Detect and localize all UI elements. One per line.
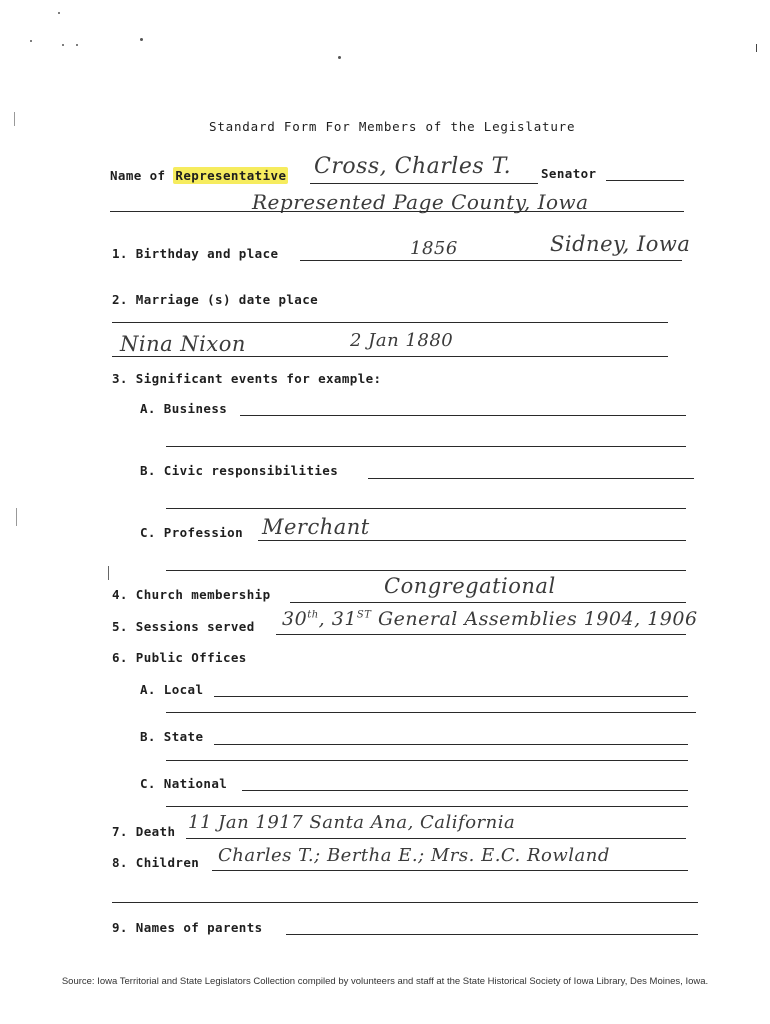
local-line-2: [166, 712, 696, 713]
civic-line-1: [368, 478, 694, 479]
sessions-rest: General Assemblies 1904, 1906: [371, 608, 698, 630]
civic-line-2: [166, 508, 686, 509]
sessions-num-a: 30: [282, 608, 308, 630]
national-label: C. National: [140, 776, 228, 791]
senator-label: Senator: [541, 166, 597, 181]
birthday-line: [300, 260, 682, 261]
spouse-handwriting: Nina Nixon: [120, 332, 246, 356]
profession-handwriting: Merchant: [262, 515, 370, 539]
profession-line-2: [166, 570, 686, 571]
parents-label: 9. Names of parents: [112, 920, 263, 935]
senator-line: [606, 180, 684, 181]
form-title: Standard Form For Members of the Legislature: [209, 119, 576, 134]
local-label: A. Local: [140, 682, 204, 697]
profession-label: C. Profession: [140, 525, 244, 540]
business-line-2: [166, 446, 686, 447]
representative-highlight: Representative: [175, 168, 287, 183]
name-handwriting: Cross, Charles T.: [314, 154, 512, 179]
church-handwriting: Congregational: [384, 574, 556, 598]
sessions-num-b: , 31: [318, 608, 357, 630]
marriage-date-handwriting: 2 Jan 1880: [350, 330, 454, 351]
state-line-2: [166, 760, 688, 761]
birth-place-handwriting: Sidney, Iowa: [550, 232, 691, 256]
scan-speck: [30, 40, 32, 42]
state-label: B. State: [140, 729, 204, 744]
business-line-1: [240, 415, 686, 416]
source-footnote: Source: Iowa Territorial and State Legislators Collection compiled by volunteers and staff at the State Historical Society of Iowa Library, Des Moines, Iowa.: [61, 976, 709, 987]
national-line-2: [166, 806, 688, 807]
children-line-1: [212, 870, 688, 871]
scan-edge-mark: [108, 566, 109, 580]
church-label: 4. Church membership: [112, 587, 271, 602]
scan-speck: [140, 38, 143, 41]
scan-edge-mark: [756, 44, 757, 52]
name-prefix: Name of: [110, 168, 166, 183]
death-handwriting: 11 Jan 1917 Santa Ana, California: [188, 812, 516, 833]
sessions-sup-b: ST: [356, 609, 372, 621]
marriage-label: 2. Marriage (s) date place: [112, 292, 319, 307]
civic-label: B. Civic responsibilities: [140, 463, 339, 478]
scan-speck: [62, 44, 64, 46]
sessions-sup-a: th: [307, 609, 319, 621]
scan-speck: [58, 12, 60, 14]
national-line-1: [242, 790, 688, 791]
sessions-label: 5. Sessions served: [112, 619, 255, 634]
scan-edge-mark: [14, 112, 15, 126]
profession-line-1: [258, 540, 686, 541]
scan-speck: [76, 44, 78, 46]
represented-handwriting: Represented Page County, Iowa: [252, 190, 589, 214]
children-handwriting: Charles T.; Bertha E.; Mrs. E.C. Rowland: [218, 845, 610, 866]
sessions-line: [276, 634, 686, 635]
local-line-1: [214, 696, 688, 697]
death-label: 7. Death: [112, 824, 176, 839]
birth-year-handwriting: 1856: [410, 238, 458, 259]
parents-line: [286, 934, 698, 935]
state-line-1: [214, 744, 688, 745]
scan-speck: [338, 56, 341, 59]
church-line: [290, 602, 686, 603]
children-label: 8. Children: [112, 855, 200, 870]
death-line: [186, 838, 686, 839]
marriage-line-2: [112, 356, 668, 357]
name-label: [110, 168, 288, 183]
sessions-handwriting: [282, 608, 698, 630]
birthday-label: 1. Birthday and place: [112, 246, 279, 261]
public-offices-label: 6. Public Offices: [112, 650, 247, 665]
business-label: A. Business: [140, 401, 228, 416]
marriage-line-1: [112, 322, 668, 323]
scan-edge-mark: [16, 508, 17, 526]
children-line-2: [112, 902, 698, 903]
name-line: [310, 183, 538, 184]
significant-events-label: 3. Significant events for example:: [112, 371, 382, 386]
represented-line: [110, 211, 684, 212]
